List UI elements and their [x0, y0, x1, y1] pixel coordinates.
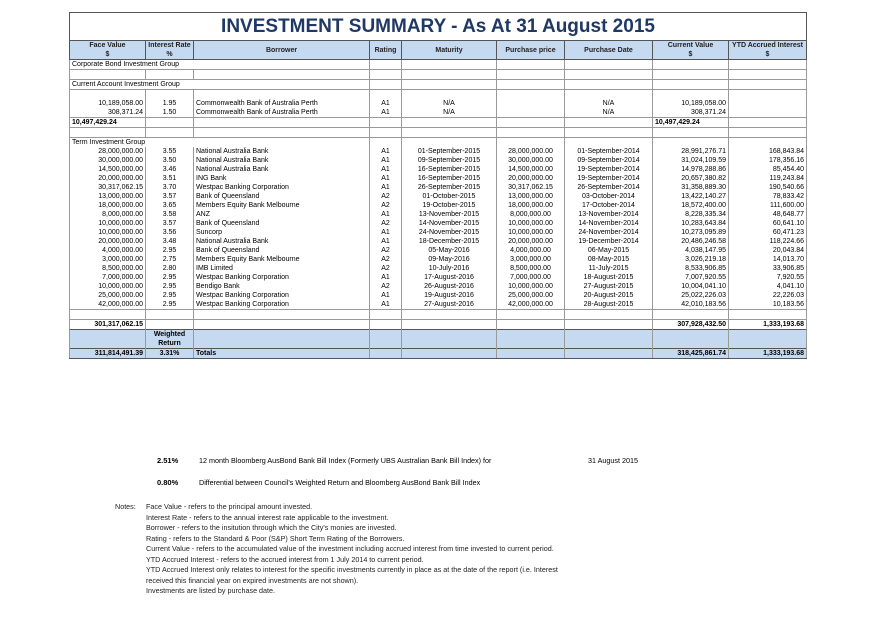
term-rating: A1	[370, 183, 402, 192]
ca-row	[70, 99, 807, 108]
weighted-return-row	[70, 330, 807, 349]
term-face-value: 25,000,000.00	[70, 291, 146, 300]
term-rating: A2	[370, 246, 402, 255]
term-row	[70, 282, 807, 291]
term-ytd-interest: 118,224.66	[729, 237, 807, 246]
term-purchase-price: 18,000,000.00	[497, 201, 565, 210]
term-rating: A1	[370, 174, 402, 183]
term-face-value: 20,000,000.00	[70, 237, 146, 246]
term-maturity: 27-August-2016	[402, 300, 497, 310]
term-rating: A1	[370, 291, 402, 300]
ca-maturity: N/A	[402, 99, 497, 108]
term-current-value: 20,486,246.58	[653, 237, 729, 246]
group-corporate-bond: Corporate Bond Investment Group	[70, 60, 807, 70]
ca-rating: A1	[370, 108, 402, 118]
term-face-value: 30,317,062.15	[70, 183, 146, 192]
term-current-value: 18,572,400.00	[653, 201, 729, 210]
term-purchase-date: 06-May-2015	[565, 246, 653, 255]
term-face-value: 8,500,000.00	[70, 264, 146, 273]
term-ytd-interest: 4,041.10	[729, 282, 807, 291]
term-interest-rate: 3.70	[146, 183, 194, 192]
term-purchase-price: 3,000,000.00	[497, 255, 565, 264]
term-ytd-interest: 111,600.00	[729, 201, 807, 210]
term-borrower: Members Equity Bank Melbourne	[194, 201, 370, 210]
term-maturity: 01-September-2015	[402, 147, 497, 156]
term-borrower: Westpac Banking Corporation	[194, 291, 370, 300]
term-face-value: 42,000,000.00	[70, 300, 146, 310]
term-face-value: 20,000,000.00	[70, 174, 146, 183]
term-purchase-date: 17-October-2014	[565, 201, 653, 210]
header-maturity: Maturity	[402, 41, 497, 60]
term-borrower: Bendigo Bank	[194, 282, 370, 291]
term-interest-rate: 3.56	[146, 228, 194, 237]
term-purchase-price: 4,000,000.00	[497, 246, 565, 255]
term-row	[70, 210, 807, 219]
term-current-value: 25,022,226.03	[653, 291, 729, 300]
header-interest-rate: Interest Rate %	[146, 41, 194, 60]
term-rating: A1	[370, 210, 402, 219]
term-borrower: Suncorp	[194, 228, 370, 237]
current-account-subtotal: 10,497,429.24 10,497,429.24	[70, 118, 807, 128]
term-rating: A1	[370, 147, 402, 156]
term-current-value: 4,038,147.95	[653, 246, 729, 255]
ca-purchase-price	[497, 99, 565, 108]
term-rating: A1	[370, 237, 402, 246]
term-row	[70, 255, 807, 264]
term-ytd-interest: 14,013.70	[729, 255, 807, 264]
term-maturity: 24-November-2015	[402, 228, 497, 237]
term-rating: A2	[370, 219, 402, 228]
term-row	[70, 300, 807, 310]
term-row	[70, 174, 807, 183]
term-ytd-interest: 7,920.55	[729, 273, 807, 282]
header-borrower: Borrower	[194, 41, 370, 60]
term-purchase-price: 28,000,000.00	[497, 147, 565, 156]
term-borrower: National Australia Bank	[194, 237, 370, 246]
term-rating: A2	[370, 264, 402, 273]
term-maturity: 26-August-2016	[402, 282, 497, 291]
term-face-value: 14,500,000.00	[70, 165, 146, 174]
term-row	[70, 228, 807, 237]
term-face-value: 28,000,000.00	[70, 147, 146, 156]
ca-borrower: Commonwealth Bank of Australia Perth	[194, 99, 370, 108]
term-maturity: 01-October-2015	[402, 192, 497, 201]
column-headers	[70, 41, 807, 60]
term-maturity: 16-September-2015	[402, 174, 497, 183]
term-purchase-date: 13-November-2014	[565, 210, 653, 219]
term-purchase-price: 20,000,000.00	[497, 174, 565, 183]
ca-ytd-interest	[729, 99, 807, 108]
term-purchase-date: 11-July-2015	[565, 264, 653, 273]
ca-row	[70, 108, 807, 118]
term-purchase-date: 24-November-2014	[565, 228, 653, 237]
header-ytd-interest: YTD Accrued Interest $	[729, 41, 807, 60]
ca-borrower: Commonwealth Bank of Australia Perth	[194, 108, 370, 118]
term-current-value: 31,024,109.59	[653, 156, 729, 165]
term-purchase-date: 03-October-2014	[565, 192, 653, 201]
term-interest-rate: 3.57	[146, 219, 194, 228]
note-line: YTD Accrued Interest only relates to interest for the specific investments currently in place as at the date of the report (i.e. Interest	[146, 565, 558, 574]
ca-purchase-price	[497, 108, 565, 118]
term-borrower: Members Equity Bank Melbourne	[194, 255, 370, 264]
ca-maturity: N/A	[402, 108, 497, 118]
current-account-rows	[70, 99, 807, 118]
term-rating: A2	[370, 201, 402, 210]
term-row	[70, 156, 807, 165]
term-purchase-price: 25,000,000.00	[497, 291, 565, 300]
term-ytd-interest: 60,471.23	[729, 228, 807, 237]
bbsw-value: 2.51%	[157, 456, 179, 465]
term-borrower: Westpac Banking Corporation	[194, 300, 370, 310]
term-face-value: 10,000,000.00	[70, 228, 146, 237]
term-face-value: 3,000,000.00	[70, 255, 146, 264]
term-maturity: 19-August-2016	[402, 291, 497, 300]
term-interest-rate: 3.48	[146, 237, 194, 246]
term-purchase-date: 14-November-2014	[565, 219, 653, 228]
term-row	[70, 165, 807, 174]
term-row	[70, 192, 807, 201]
term-purchase-price: 10,000,000.00	[497, 219, 565, 228]
term-purchase-price: 30,317,062.15	[497, 183, 565, 192]
differential-value: 0.80%	[157, 478, 179, 487]
term-maturity: 17-August-2016	[402, 273, 497, 282]
term-borrower: Westpac Banking Corporation	[194, 273, 370, 282]
term-maturity: 13-November-2015	[402, 210, 497, 219]
term-purchase-date: 27-August-2015	[565, 282, 653, 291]
term-borrower: Bank of Queensland	[194, 192, 370, 201]
term-interest-rate: 3.58	[146, 210, 194, 219]
term-face-value: 10,000,000.00	[70, 219, 146, 228]
term-purchase-date: 19-December-2014	[565, 237, 653, 246]
term-rating: A2	[370, 282, 402, 291]
note-line: Borrower - refers to the insitution through which the City's monies are invested.	[146, 523, 397, 532]
term-row	[70, 219, 807, 228]
report-title: INVESTMENT SUMMARY - As At 31 August 2015	[70, 13, 807, 41]
term-current-value: 8,533,906.85	[653, 264, 729, 273]
note-line: received this financial year on expired investments are not shown).	[146, 575, 359, 585]
term-borrower: Westpac Banking Corporation	[194, 183, 370, 192]
term-ytd-interest: 33,906.85	[729, 264, 807, 273]
term-maturity: 09-May-2016	[402, 255, 497, 264]
term-maturity: 14-November-2015	[402, 219, 497, 228]
term-current-value: 28,991,276.71	[653, 147, 729, 156]
grand-total-row	[70, 349, 807, 359]
term-borrower: National Australia Bank	[194, 156, 370, 165]
term-purchase-price: 10,000,000.00	[497, 282, 565, 291]
term-purchase-date: 01-September-2014	[565, 147, 653, 156]
term-rating: A1	[370, 228, 402, 237]
term-rating: A1	[370, 300, 402, 310]
note-line: YTD Accrued Interest - refers to the accrued interest from 1 July 2014 to current period.	[146, 554, 424, 564]
note-line: Current Value - refers to the accumulated value of the investment including accrued interest from time invested to current period.	[146, 544, 554, 553]
note-line: Rating - refers to the Standard & Poor (S&P) Short Term Rating of the Borrowers.	[146, 533, 405, 543]
term-ytd-interest: 22,226.03	[729, 291, 807, 300]
term-purchase-price: 42,000,000.00	[497, 300, 565, 310]
investment-summary-sheet	[69, 12, 806, 359]
term-maturity: 05-May-2016	[402, 246, 497, 255]
term-interest-rate: 2.95	[146, 300, 194, 310]
term-current-value: 8,228,335.34	[653, 210, 729, 219]
term-interest-rate: 2.80	[146, 264, 194, 273]
term-interest-rate: 2.95	[146, 291, 194, 300]
differential-description: Differential between Council's Weighted Return and Bloomberg AusBond Bank Bill Index	[199, 478, 481, 487]
term-row	[70, 246, 807, 255]
term-interest-rate: 2.75	[146, 255, 194, 264]
term-interest-rate: 2.95	[146, 246, 194, 255]
term-purchase-date: 20-August-2015	[565, 291, 653, 300]
ca-face-value: 10,189,058.00	[70, 99, 146, 108]
term-maturity: 09-September-2015	[402, 156, 497, 165]
term-ytd-interest: 48,648.77	[729, 210, 807, 219]
term-purchase-price: 13,000,000.00	[497, 192, 565, 201]
term-ytd-interest: 85,454.40	[729, 165, 807, 174]
term-interest-rate: 3.65	[146, 201, 194, 210]
ca-ytd-interest	[729, 108, 807, 118]
bbsw-description: 12 month Bloomberg AusBond Bank Bill Index (Formerly UBS Australian Bank Bill Index) for	[199, 456, 492, 465]
term-ytd-interest: 60,641.10	[729, 219, 807, 228]
ca-purchase-date: N/A	[565, 108, 653, 118]
term-maturity: 10-July-2016	[402, 264, 497, 273]
term-rating: A1	[370, 156, 402, 165]
term-maturity: 26-September-2015	[402, 183, 497, 192]
term-purchase-date: 19-September-2014	[565, 165, 653, 174]
term-face-value: 13,000,000.00	[70, 192, 146, 201]
term-ytd-interest: 78,833.42	[729, 192, 807, 201]
term-current-value: 14,978,288.86	[653, 165, 729, 174]
term-ytd-interest: 190,540.66	[729, 183, 807, 192]
weighted-return-value: 3.31%	[146, 349, 194, 359]
term-maturity: 18-December-2015	[402, 237, 497, 246]
term-interest-rate: 3.55	[146, 147, 194, 156]
note-line: Investments are listed by purchase date.	[146, 586, 276, 595]
term-purchase-price: 10,000,000.00	[497, 228, 565, 237]
term-interest-rate: 2.95	[146, 282, 194, 291]
term-interest-rate: 3.46	[146, 165, 194, 174]
term-purchase-price: 14,500,000.00	[497, 165, 565, 174]
total-current-value: 318,425,861.74	[653, 349, 729, 359]
header-purchase-price: Purchase price	[497, 41, 565, 60]
ca-purchase-date: N/A	[565, 99, 653, 108]
term-face-value: 4,000,000.00	[70, 246, 146, 255]
ca-current-value: 308,371.24	[653, 108, 729, 118]
term-ytd-interest: 168,843.84	[729, 147, 807, 156]
term-current-value: 10,273,095.89	[653, 228, 729, 237]
term-rating: A1	[370, 273, 402, 282]
term-rating: A2	[370, 255, 402, 264]
term-purchase-date: 08-May-2015	[565, 255, 653, 264]
term-ytd-interest: 178,356.16	[729, 156, 807, 165]
term-row	[70, 264, 807, 273]
group-current-account: Current Account Investment Group	[70, 80, 807, 90]
totals-label: Totals	[194, 349, 370, 359]
ca-current-value: 10,189,058.00	[653, 99, 729, 108]
notes-label: Notes:	[115, 502, 136, 511]
term-current-value: 7,007,920.55	[653, 273, 729, 282]
term-purchase-price: 8,000,000.00	[497, 210, 565, 219]
term-ytd-interest: 10,183.56	[729, 300, 807, 310]
note-line: Face Value - refers to the principal amount invested.	[146, 502, 313, 511]
term-borrower: Bank of Queensland	[194, 219, 370, 228]
header-current-value: Current Value $	[653, 41, 729, 60]
ca-interest-rate: 1.50	[146, 108, 194, 118]
term-current-value: 13,422,140.27	[653, 192, 729, 201]
header-purchase-date: Purchase Date	[565, 41, 653, 60]
header-face-value: Face Value $	[70, 41, 146, 60]
term-purchase-date: 19-September-2014	[565, 174, 653, 183]
term-purchase-price: 30,000,000.00	[497, 156, 565, 165]
header-rating: Rating	[370, 41, 402, 60]
term-row	[70, 183, 807, 192]
term-ytd-interest: 119,243.84	[729, 174, 807, 183]
weighted-return-label: Weighted Return	[146, 330, 194, 349]
term-borrower: National Australia Bank	[194, 147, 370, 156]
term-face-value: 18,000,000.00	[70, 201, 146, 210]
ca-rating: A1	[370, 99, 402, 108]
term-purchase-price: 20,000,000.00	[497, 237, 565, 246]
term-maturity: 16-September-2015	[402, 165, 497, 174]
term-current-value: 42,010,183.56	[653, 300, 729, 310]
bbsw-date: 31 August 2015	[588, 456, 638, 465]
term-rating: A2	[370, 192, 402, 201]
term-purchase-date: 18-August-2015	[565, 273, 653, 282]
term-interest-rate: 3.50	[146, 156, 194, 165]
term-interest-rate: 3.51	[146, 174, 194, 183]
term-borrower: Bank of Queensland	[194, 246, 370, 255]
term-borrower: ANZ	[194, 210, 370, 219]
note-line: Interest Rate - refers to the annual interest rate applicable to the investment.	[146, 512, 389, 522]
term-ytd-interest: 20,043.84	[729, 246, 807, 255]
term-face-value: 8,000,000.00	[70, 210, 146, 219]
term-face-value: 7,000,000.00	[70, 273, 146, 282]
term-investment-rows	[70, 147, 807, 310]
term-rating: A1	[370, 165, 402, 174]
total-ytd-interest: 1,333,193.68	[729, 349, 807, 359]
term-row	[70, 273, 807, 282]
term-subtotal: 301,317,062.15 307,928,432.50 1,333,193.68	[70, 320, 807, 330]
term-purchase-date: 09-September-2014	[565, 156, 653, 165]
term-purchase-price: 8,500,000.00	[497, 264, 565, 273]
term-face-value: 10,000,000.00	[70, 282, 146, 291]
ca-face-value: 308,371.24	[70, 108, 146, 118]
term-borrower: IMB Limited	[194, 264, 370, 273]
ca-interest-rate: 1.95	[146, 99, 194, 108]
term-interest-rate: 3.57	[146, 192, 194, 201]
term-row	[70, 147, 807, 156]
term-current-value: 3,026,219.18	[653, 255, 729, 264]
term-purchase-date: 26-September-2014	[565, 183, 653, 192]
term-borrower: ING Bank	[194, 174, 370, 183]
term-maturity: 19-October-2015	[402, 201, 497, 210]
term-purchase-date: 28-August-2015	[565, 300, 653, 310]
term-current-value: 31,358,889.30	[653, 183, 729, 192]
term-interest-rate: 2.95	[146, 273, 194, 282]
term-face-value: 30,000,000.00	[70, 156, 146, 165]
term-row	[70, 291, 807, 300]
investment-table	[69, 12, 807, 359]
term-current-value: 20,657,380.82	[653, 174, 729, 183]
total-face-value: 311,814,491.39	[70, 349, 146, 359]
term-purchase-price: 7,000,000.00	[497, 273, 565, 282]
notes-lines	[146, 502, 666, 597]
group-term-investment: Term Investment Group	[70, 138, 807, 148]
term-current-value: 10,004,041.10	[653, 282, 729, 291]
term-current-value: 10,283,643.84	[653, 219, 729, 228]
term-borrower: National Australia Bank	[194, 165, 370, 174]
term-row	[70, 201, 807, 210]
term-row	[70, 237, 807, 246]
